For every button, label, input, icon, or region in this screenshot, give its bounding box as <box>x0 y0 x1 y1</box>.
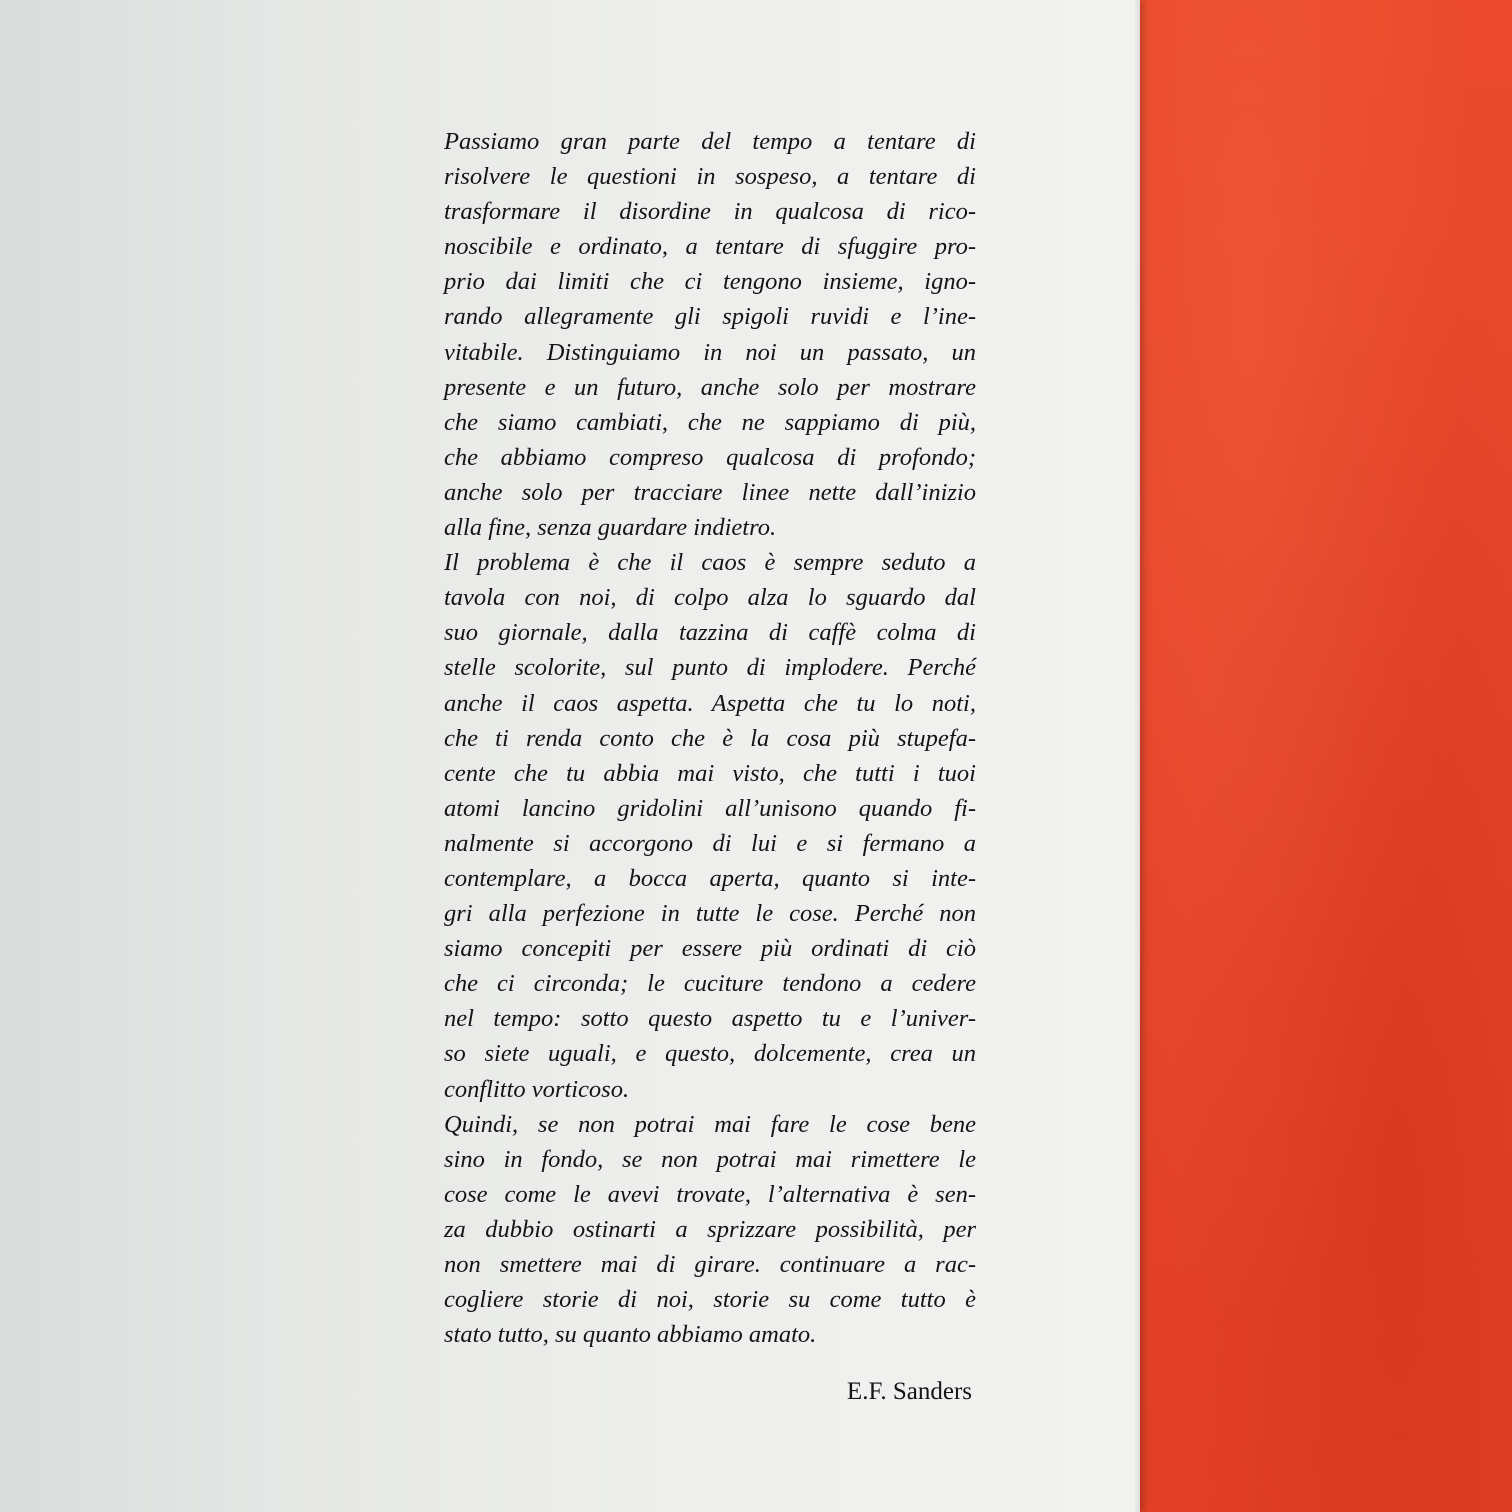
text-line: Quindi, se non potrai mai fare le cose bene <box>444 1110 976 1138</box>
text-line: sino in fondo, se non potrai mai rimettere le <box>444 1145 976 1173</box>
text-line: Passiamo gran parte del tempo a tentare di <box>444 128 976 155</box>
text-line: stato tutto, su quanto abbiamo amato. <box>444 1321 817 1349</box>
text-line: vitabile. Distinguiamo in noi un passato, un <box>444 338 976 366</box>
page-edge <box>1133 0 1140 1512</box>
text-line: che siamo cambiati, che ne sappiamo di più, <box>444 408 976 436</box>
text-line: rando allegramente gli spigoli ruvidi e l’ine- <box>444 303 976 331</box>
text-line: cose come le avevi trovate, l’alternativa è sen- <box>444 1180 976 1208</box>
text-line: risolvere le questioni in sospeso, a tentare di <box>444 163 976 191</box>
author-signature: E.F. Sanders <box>846 1378 972 1405</box>
text-line: Il problema è che il caos è sempre seduto a <box>444 549 976 577</box>
text-line: conflitto vorticoso. <box>444 1075 630 1103</box>
text-line: contemplare, a bocca aperta, quanto si inte- <box>444 864 976 892</box>
text-line: za dubbio ostinarti a sprizzare possibilità, per <box>444 1215 976 1243</box>
text-line: che ti renda conto che è la cosa più stupefa- <box>444 724 976 752</box>
text-line: cente che tu abbia mai visto, che tutti i tuoi <box>444 759 976 787</box>
text-line: anche solo per tracciare linee nette dall’inizio <box>444 478 976 506</box>
text-line: gri alla perfezione in tutte le cose. Perché non <box>444 900 976 928</box>
text-line: suo giornale, dalla tazzina di caffè colma di <box>444 619 976 647</box>
text-line: trasformare il disordine in qualcosa di rico- <box>444 198 976 226</box>
text-line: stelle scolorite, sul punto di implodere. Perché <box>444 654 976 682</box>
text-line: siamo concepiti per essere più ordinati di ciò <box>444 935 976 963</box>
text-line: prio dai limiti che ci tengono insieme, igno- <box>444 268 976 296</box>
text-line: nalmente si accorgono di lui e si fermano a <box>444 829 976 857</box>
text-line: che abbiamo compreso qualcosa di profondo; <box>444 443 976 471</box>
red-book-cover <box>1135 0 1512 1512</box>
text-line: presente e un futuro, anche solo per mostrare <box>444 373 976 401</box>
text-line: noscibile e ordinato, a tentare di sfuggire pro- <box>444 233 976 261</box>
quote-text <box>444 124 976 1352</box>
text-line: nel tempo: sotto questo aspetto tu e l’univer- <box>444 1005 976 1033</box>
text-line: cogliere storie di noi, storie su come tutto è <box>444 1286 976 1314</box>
text-line: tavola con noi, di colpo alza lo sguardo dal <box>444 584 976 612</box>
text-line: atomi lancino gridolini all’unisono quando fi- <box>444 794 976 822</box>
text-line: che ci circonda; le cuciture tendono a cedere <box>444 970 976 998</box>
text-line: anche il caos aspetta. Aspetta che tu lo noti, <box>444 689 976 717</box>
text-line: so siete uguali, e questo, dolcemente, crea un <box>444 1040 976 1068</box>
text-line: non smettere mai di girare. continuare a rac- <box>444 1251 976 1278</box>
text-line: alla fine, senza guardare indietro. <box>444 514 777 542</box>
